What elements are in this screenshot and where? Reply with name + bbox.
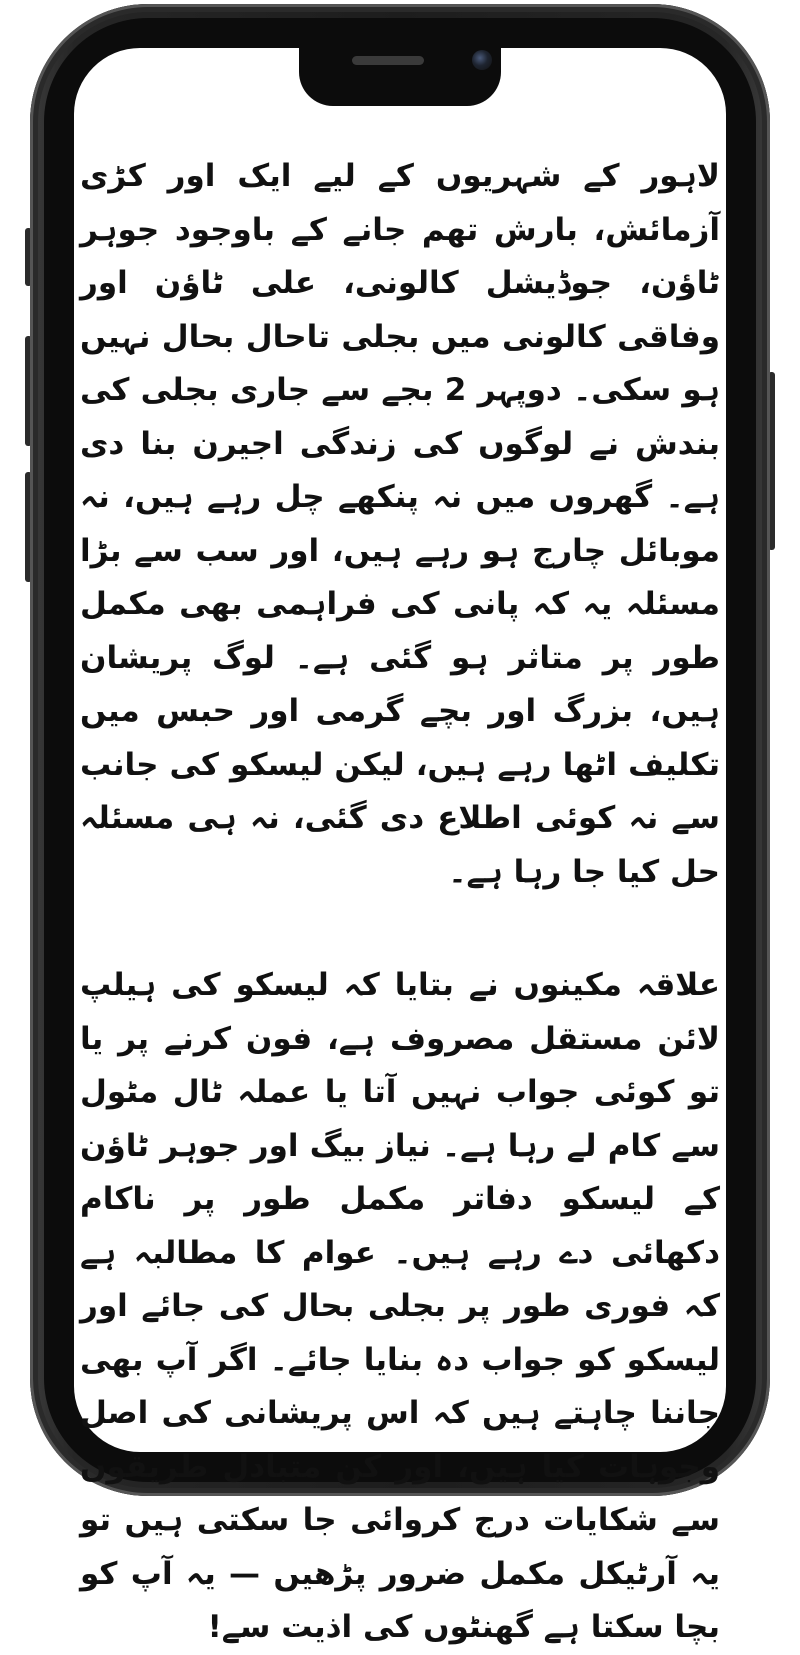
article-paragraph-2: علاقہ مکینوں نے بتایا کہ لیسکو کی ہیلپ لائن مستقل مصروف ہے، فون کرنے پر یا تو کوئی جواب نہیں آتا یا عملہ ٹال مٹول سے کام لے رہا ہے۔ نیاز بیگ اور جوہر ٹاؤن کے لیسکو دفاتر مکمل طور پر ناکام دکھائی دے رہے ہیں۔ عوام کا مطالبہ ہے کہ فوری طور پر بجلی بحال کی جائے اور لیسکو کو جواب دہ بنایا جائے۔ اگر آپ بھی جاننا چاہتے ہیں کہ اس پریشانی کی اصل وجوہات کیا ہیں، اور کن متبادل طریقوں سے شکایات درج کروائی جا سکتی ہیں تو یہ آرٹیکل مکمل ضرور پڑھیں — یہ آپ کو بچا سکتا ہے گھنٹوں کی اذیت سے! [80, 967, 720, 1645]
article-body [80, 150, 720, 1655]
speaker-grille-icon [352, 56, 424, 65]
article-paragraph-1: لاہور کے شہریوں کے لیے ایک اور کڑی آزمائش، بارش تھم جانے کے باوجود جوہر ٹاؤن، جوڈیشل کالونی، علی ٹاؤن اور وفاقی کالونی میں بجلی تاحال بحال نہیں ہو سکی۔ دوپہر 2 بجے سے جاری بجلی کی بندش نے لوگوں کی زندگی اجیرن بنا دی ہے۔ گھروں میں نہ پنکھے چل رہے ہیں، نہ موبائل چارج ہو رہے ہیں، اور سب سے بڑا مسئلہ یہ کہ پانی کی فراہمی بھی مکمل طور پر متاثر ہو گئی ہے۔ لوگ پریشان ہیں، بزرگ اور بچے گرمی اور حبس میں تکلیف اٹھا رہے ہیں، لیکن لیسکو کی جانب سے نہ کوئی اطلاع دی گئی، نہ ہی مسئلہ حل کیا جا رہا ہے۔ [80, 158, 720, 890]
front-camera-icon [472, 50, 492, 70]
